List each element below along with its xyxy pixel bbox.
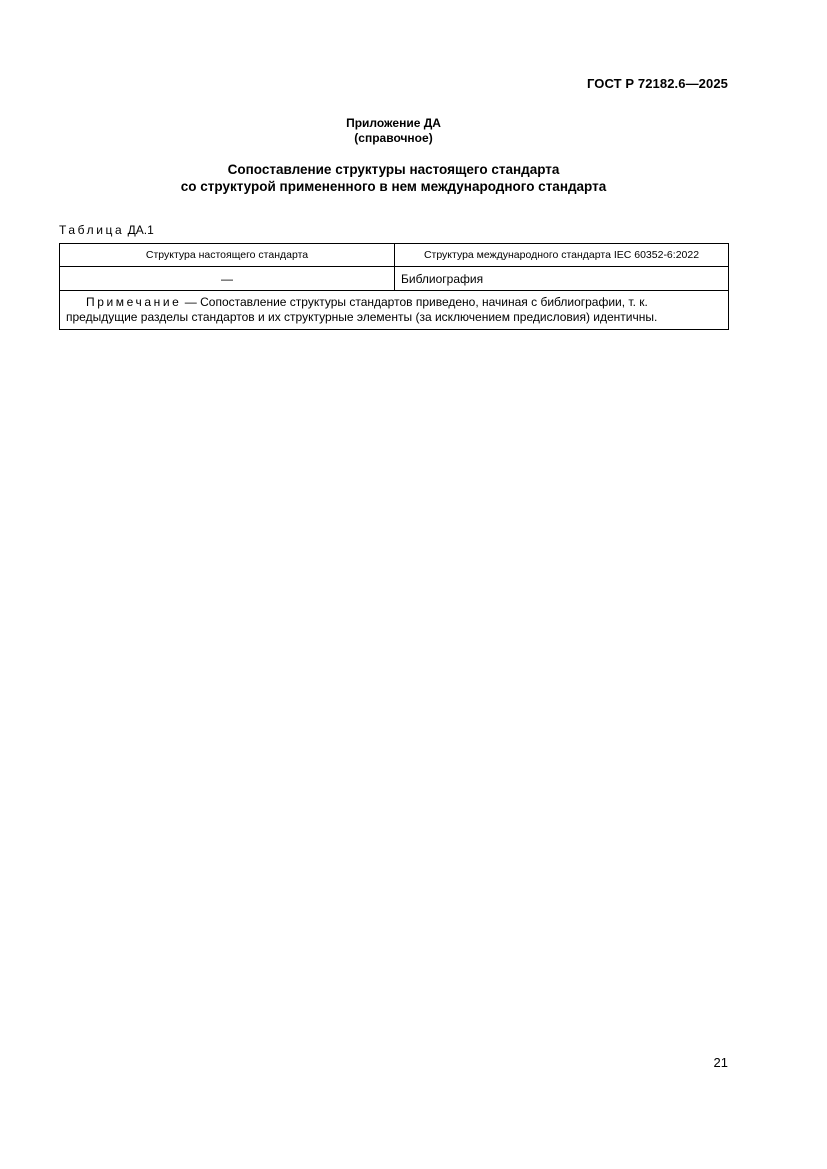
table-note-row	[60, 291, 729, 330]
note-label: Примечание	[86, 295, 182, 309]
appendix-subtitle: (справочное)	[354, 131, 433, 145]
document-title	[0, 162, 787, 195]
table-caption-word: Таблица	[59, 223, 125, 237]
table-note	[60, 291, 729, 330]
structure-comparison-table	[59, 243, 729, 330]
table-cell: —	[60, 267, 395, 291]
table-cell: Библиография	[395, 267, 729, 291]
header-international-standard: Структура международного стандарта IEC 60352-6:2022	[395, 244, 729, 267]
appendix-heading	[0, 116, 787, 146]
document-title-line-2: со структурой примененного в нем международного стандарта	[180, 178, 607, 194]
table-caption	[59, 223, 154, 237]
standard-code-header: ГОСТ Р 72182.6—2025	[586, 76, 728, 91]
table-caption-number: ДА.1	[127, 223, 154, 237]
note-text: — Сопоставление структуры стандартов приведено, начиная с библиографии, т. к. предыдущие разделы стандартов и их структурные элементы (за исключением предисловия) идентичны.	[66, 295, 658, 324]
header-this-standard: Структура настоящего стандарта	[60, 244, 395, 267]
page-number: 21	[713, 1055, 728, 1070]
table-header-row	[60, 244, 729, 267]
table-row	[60, 267, 729, 291]
document-title-line-1: Сопоставление структуры настоящего стандарта	[227, 162, 560, 177]
appendix-title: Приложение ДА	[346, 116, 441, 130]
